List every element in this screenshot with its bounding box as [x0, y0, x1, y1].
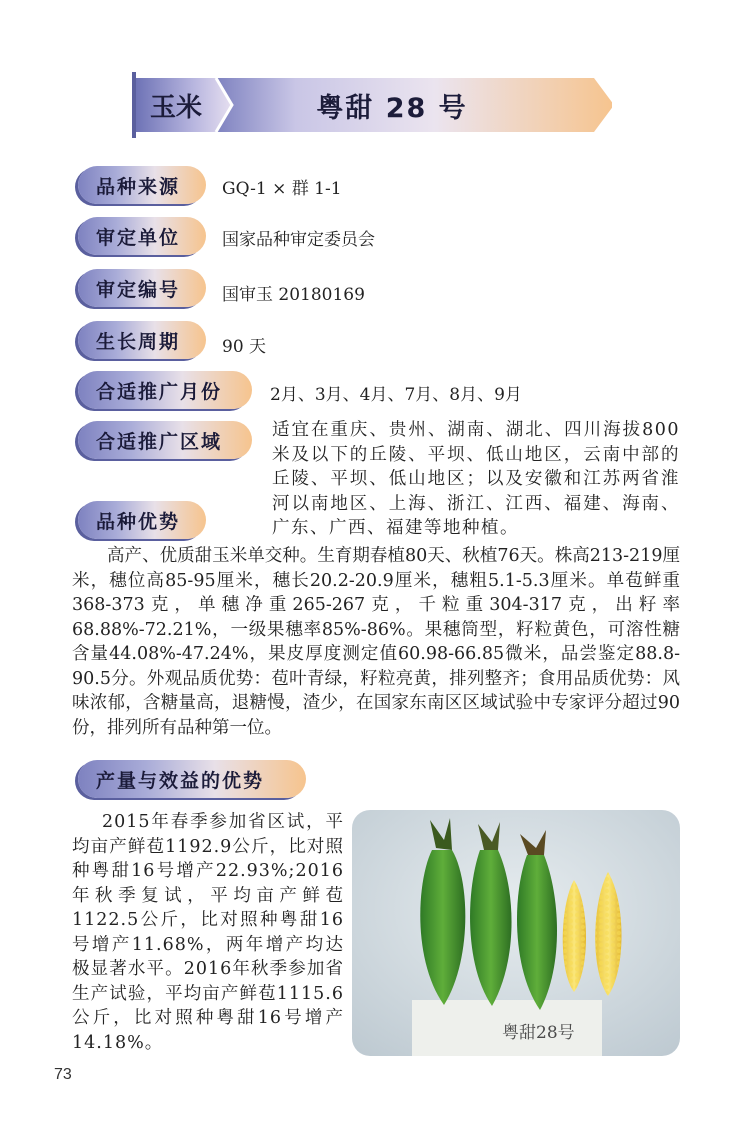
value-months: 2月、3月、4月、7月、8月、9月 [270, 385, 522, 405]
label-approval-number: 审定编号 [78, 269, 206, 307]
advantages-text: 高产、优质甜玉米单交种。生育期春植80天、秋植76天。株高213-219厘米，穗位高85-95厘米，穗长20.2-20.9厘米，穗粗5.1-5.3厘米。单苞鲜重368-373克，单穗净重265-267克，千粒重304-317克，出籽率68.88%-72.21%，一级果穗率85%-86%。果穗筒型，籽粒黄色，可溶性糖含量44.08%-47.24%，果皮厚度测定值60.98-66.85微米，品尝鉴定88.8-90.5分。外观品质优势：苞叶青绿，籽粒亮黄，排列整齐；食用品质优势：风味浓郁，含糖量高，退糖慢，渣少，在国家东南区区域试验中专家评分超过90份，排列所有品种第一位。 [72, 546, 680, 738]
value-source: GQ-1 × 群 1-1 [222, 179, 342, 199]
label-advantages: 品种优势 [78, 501, 206, 539]
value-growth-period: 90 天 [222, 337, 267, 357]
title-banner [132, 72, 612, 138]
crop-type-label: 玉米 [149, 92, 202, 123]
page-number: 73 [54, 1066, 72, 1083]
advantages-paragraph [72, 544, 680, 740]
label-months: 合适推广月份 [78, 371, 252, 409]
value-regions: 适宜在重庆、贵州、湖南、湖北、四川海拔800米及以下的丘陵、平坝、低山地区，云南中部的丘陵、平坝、低山地区；以及安徽和江苏两省淮河以南地区、上海、浙江、江西、福建、海南、广东、广西、福建等地种植。 [272, 420, 680, 538]
corn-photo [352, 810, 680, 1056]
yield-paragraph [72, 810, 344, 1055]
value-approval-unit: 国家品种审定委员会 [222, 230, 375, 250]
label-source: 品种来源 [78, 166, 206, 204]
label-yield: 产量与效益的优势 [78, 760, 306, 798]
page-title: 粤甜 28 号 [316, 92, 468, 124]
corn-illustration [352, 810, 680, 1056]
photo-caption: 粤甜28号 [502, 1023, 575, 1043]
label-growth-period: 生长周期 [78, 321, 206, 359]
value-approval-number: 国审玉 20180169 [222, 285, 365, 305]
label-approval-unit: 审定单位 [78, 217, 206, 255]
label-regions: 合适推广区域 [78, 421, 252, 459]
yield-text: 2015年春季参加省区试，平均亩产鲜苞1192.9公斤，比对照种粤甜16号增产22.93%;2016年秋季复试，平均亩产鲜苞1122.5公斤，比对照种粤甜16号增产11.68%，两年增产均达极显著水平。2016年秋季参加省生产试验，平均亩产鲜苞1115.6公斤，比对照种粤甜16号增产14.18%。 [72, 812, 344, 1053]
